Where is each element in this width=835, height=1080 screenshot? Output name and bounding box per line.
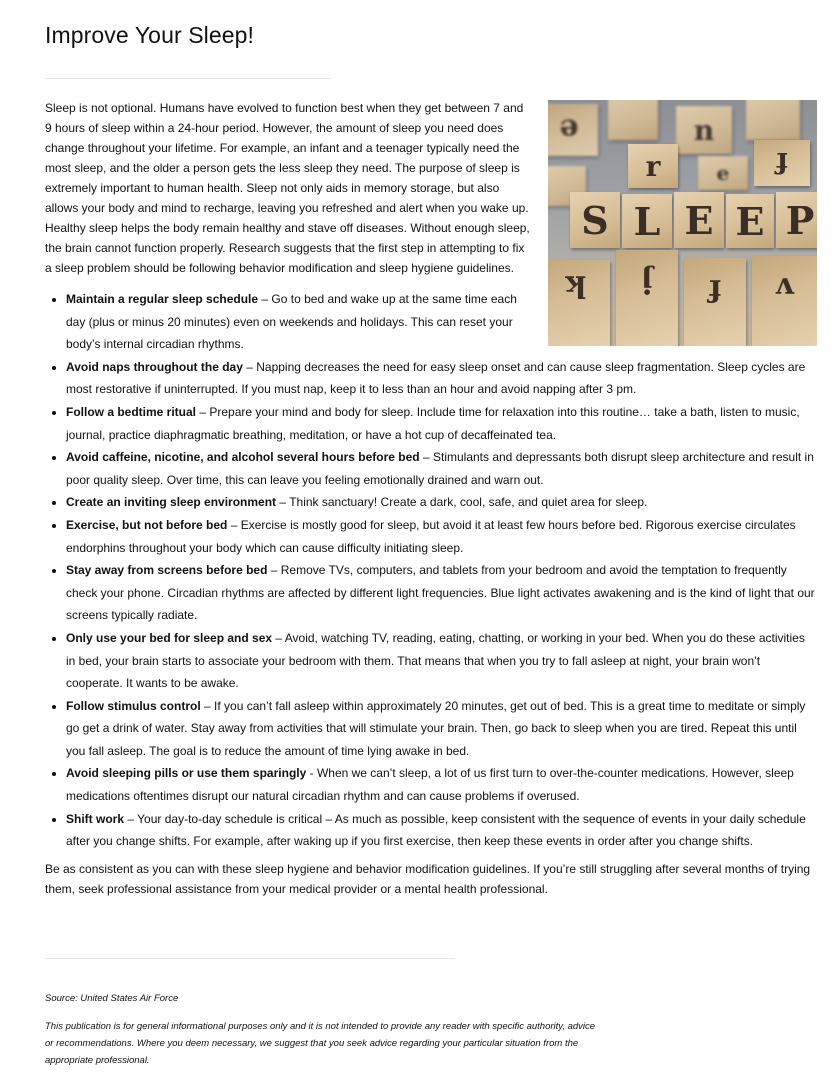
tip-heading: Exercise, but not before bed [66, 517, 228, 532]
tip-item [66, 356, 817, 401]
tip-text: – Prepare your mind and body for sleep. Include time for relaxation into this routine… take a bath, listen to music, journal, practice diaphragmatic breathing, meditation, or have a hot cup of decaffeinated tea. [66, 404, 800, 442]
disclaimer-text: This publication is for general informational purposes only and it is not intended to provide any reader with specific authority, advice or recommendations. Where you deem necessary, we suggest that you seek advice regarding your particular situation from the appropriate professional. [45, 1021, 596, 1066]
tip-item [66, 401, 817, 446]
photo-letter: L [622, 194, 672, 248]
tip-text: – Your day-to-day schedule is critical – As much as possible, keep consistent with the sequence of events in your daily schedule after you change shifts. For example, after waking up if you first exercise, then keep these events in order after you change shifts. [66, 811, 806, 849]
tip-heading: Avoid sleeping pills or use them sparingly [66, 766, 307, 781]
photo-letter: f [684, 258, 746, 346]
tip-item [66, 446, 817, 491]
tip-text: – Avoid, watching TV, reading, eating, chatting, or working in your bed. When you do these activities in bed, your brain starts to associate your bedroom with them. That means that when you try to fall asleep at night, your brain won’t cooperate. It wants to be awake. [66, 630, 805, 691]
photo-letter: E [674, 192, 724, 248]
title-divider [45, 78, 331, 79]
photo-letter: v [752, 256, 817, 346]
source-credit: Source: United States Air Force [45, 993, 179, 1004]
page-title: Improve Your Sleep! [45, 22, 255, 48]
tip-text: – Stimulants and depressants both disrupt sleep architecture and result in poor quality sleep. Over time, this can leave you feeling emotionally drained and warn out. [66, 450, 814, 487]
tip-heading: Only use your bed for sleep and sex [66, 630, 273, 645]
tip-heading: Avoid naps throughout the day [66, 359, 243, 374]
photo-letter: P [776, 192, 817, 248]
tip-heading: Stay away from screens before bed [66, 563, 268, 578]
photo-letter: k [548, 260, 610, 346]
tip-heading: Avoid caffeine, nicotine, and alcohol several hours before bed [66, 450, 420, 465]
tip-heading: Create an inviting sleep environment [66, 495, 277, 510]
photo-letter: j [616, 250, 678, 346]
footer-divider [45, 958, 455, 959]
tip-item [66, 559, 817, 627]
tip-text: - When we can’t sleep, a lot of us first turn to over-the-counter medications. However, sleep medications oftentimes disrupt our natural circadian rhythm and can cause problems if overused. [66, 766, 794, 804]
tip-item [66, 514, 817, 559]
photo-letter: r [628, 144, 678, 188]
tip-item [66, 695, 817, 763]
photo-letter: E [726, 194, 774, 248]
closing-paragraph: Be as consistent as you can with these sleep hygiene and behavior modification guidelines. If you’re still struggling after several months of trying them, seek professional assistance from your medical provider or a mental health professional. [45, 861, 811, 896]
tip-text: – Think sanctuary! Create a dark, cool, safe, and quiet area for sleep. [276, 495, 648, 510]
photo-letter: S [570, 192, 620, 248]
tip-text: – If you can’t fall asleep within approximately 20 minutes, get out of bed. This is a great time to meditate or simply go get a drink of water. Stay away from activities that will stimulate your brain. Then, go back to sleep when you are tired. Repeat this until you fall asleep. The goal is to reduce the amount of time lying awake in bed. [66, 698, 806, 758]
tip-text: – Exercise is mostly good for sleep, but avoid it at least few hours before bed. Rigorous exercise circulates endorphins throughout your body which can cause difficulty initiating sleep. [66, 517, 796, 555]
tip-heading: Follow a bedtime ritual [66, 404, 197, 419]
tip-text: – Go to bed and wake up at the same time each day (plus or minus 20 minutes) even on weekends and holidays. This can reset your body’s internal circadian rhythms. [66, 292, 517, 352]
tip-heading: Maintain a regular sleep schedule [66, 292, 259, 306]
tip-heading: Shift work [66, 811, 125, 826]
tip-item [66, 762, 817, 807]
photo-letter: e [698, 156, 748, 190]
sleep-blocks-photo [548, 100, 817, 346]
tip-item [66, 491, 817, 514]
tip-heading: Follow stimulus control [66, 698, 201, 713]
intro-paragraph: Sleep is not optional. Humans have evolved to function best when they get between 7 and 9 hours of sleep within a 24-hour period. However, the amount of sleep you need does change throughout your lifetime. For example, an infant and a teenager typically need the most sleep, and the older a person gets the less sleep they need. The purpose of sleep is extremely important to human health. Sleep not only aids in memory storage, but also allows your body and mind to recharge, leaving you refreshed and alert when you wake up. Healthy sleep helps the body remain healthy and stave off diseases. Without enough sleep, the brain cannot function properly. Research suggests that the first step in attempting to fix a sleep problem should be following behavior modification and sleep hygiene guidelines. [45, 101, 530, 275]
tip-item [66, 808, 817, 853]
tip-text: – Napping decreases the need for easy sleep onset and can cause sleep fragmentation. Sleep cycles are most restorative if uninterrupted. If you must nap, keep it to less than an hour and avoid napping after 3 pm. [66, 359, 806, 397]
photo-letter: e [548, 104, 598, 156]
tip-text: – Remove TVs, computers, and tablets from your bedroom and avoid the temptation to frequently check your phone. Circadian rhythms are affected by different light frequencies. Blue light activates awakening and is the kind of light that our screens typically radiate. [66, 563, 815, 623]
article-body [45, 98, 817, 899]
tip-item [66, 627, 817, 695]
photo-letter: f [754, 140, 810, 186]
sleep-tips-list [45, 288, 817, 853]
photo-letter: n [676, 106, 732, 154]
